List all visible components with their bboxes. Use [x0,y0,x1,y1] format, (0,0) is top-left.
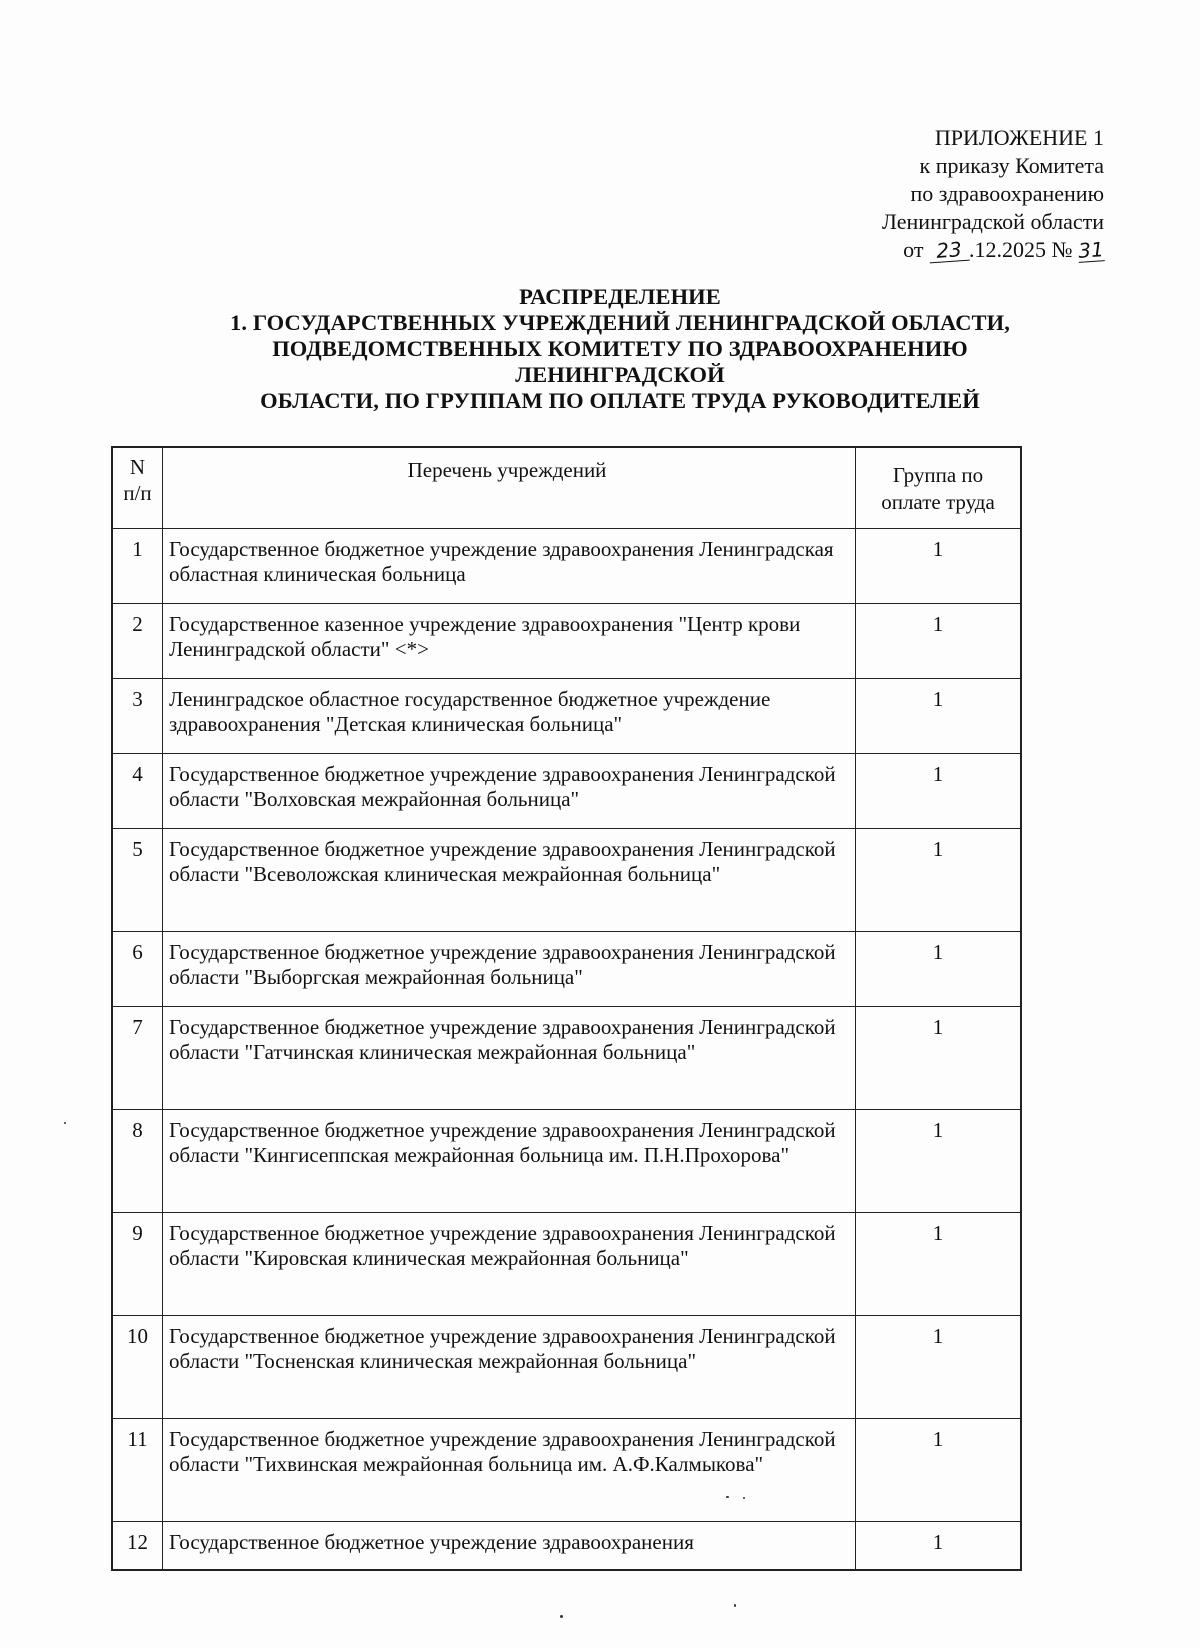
approval-line-1: к приказу Комитета [919,153,1104,178]
table-row [113,1521,1020,1569]
row-group: 1 [932,537,944,561]
approval-date-line [882,236,1104,264]
row-number: 6 [113,932,163,1006]
header-group-line-2: оплате труда [881,490,995,514]
row-number: 4 [113,754,163,828]
header-group [856,448,1020,528]
row-number: 8 [113,1110,163,1212]
scan-speck [726,1496,729,1498]
row-number: 10 [113,1316,163,1418]
approval-line-3: Ленинградской области [882,209,1104,234]
row-number: 12 [113,1522,163,1569]
document-heading [180,284,1060,414]
table-row [113,1315,1020,1418]
institutions-table [111,446,1022,1571]
row-institution: Государственное бюджетное учреждение здравоохранения [163,1522,856,1569]
scan-speck [743,1497,745,1499]
header-group-line-1: Группа по [892,463,984,487]
table-header-row [113,448,1020,528]
row-group: 1 [932,940,944,964]
row-group: 1 [932,1118,944,1142]
table-row [113,1109,1020,1212]
row-group: 1 [932,612,944,636]
row-number: 7 [113,1007,163,1109]
table-row [113,1418,1020,1521]
heading-line-5: ОБЛАСТИ, ПО ГРУППАМ ПО ОПЛАТЕ ТРУДА РУКОВОДИТЕЛЕЙ [260,388,980,413]
row-group: 1 [932,1530,944,1554]
row-number: 9 [113,1213,163,1315]
row-group: 1 [932,687,944,711]
approval-block [882,124,1104,264]
table-row [113,753,1020,828]
row-number: 1 [113,529,163,603]
row-group: 1 [932,837,944,861]
scan-speck [560,1615,563,1618]
row-group: 1 [932,1427,944,1451]
row-institution: Государственное бюджетное учреждение здравоохранения Ленинградской области "Кингисеппская межрайонная больница им. П.Н.Прохорова" [163,1110,856,1212]
row-group: 1 [932,1015,944,1039]
row-institution: Государственное бюджетное учреждение здравоохранения Ленинградской области "Тихвинская межрайонная больница им. А.Ф.Калмыкова" [163,1419,856,1521]
row-institution: Ленинградское областное государственное бюджетное учреждение здравоохранения "Детская клиническая больница" [163,679,856,753]
table-row [113,1006,1020,1109]
table-row [113,528,1020,603]
heading-line-1: РАСПРЕДЕЛЕНИЕ [519,284,721,309]
row-institution: Государственное бюджетное учреждение здравоохранения Ленинградская областная клиническая больница [163,529,856,603]
row-number: 3 [113,679,163,753]
header-number-line-2: п/п [123,481,152,505]
row-institution: Государственное бюджетное учреждение здравоохранения Ленинградской области "Выборгская межрайонная больница" [163,932,856,1006]
table-row [113,931,1020,1006]
scan-speck [734,1604,736,1607]
table-row [113,603,1020,678]
table-row [113,828,1020,931]
heading-line-3: ПОДВЕДОМСТВЕННЫХ КОМИТЕТУ ПО ЗДРАВООХРАНЕНИЮ [272,336,968,361]
header-number-line-1: N [129,455,146,479]
approval-title: ПРИЛОЖЕНИЕ 1 [934,125,1104,150]
row-group: 1 [932,762,944,786]
row-number: 11 [113,1419,163,1521]
row-institution: Государственное бюджетное учреждение здравоохранения Ленинградской области "Всеволожская клиническая межрайонная больница" [163,829,856,931]
row-institution: Государственное казенное учреждение здравоохранения "Центр крови Ленинградской области" <*> [163,604,856,678]
row-group: 1 [932,1221,944,1245]
row-group: 1 [932,1324,944,1348]
row-number: 5 [113,829,163,931]
table-row [113,678,1020,753]
scan-speck [64,1122,66,1124]
handwritten-day: 23 [928,238,970,264]
row-institution: Государственное бюджетное учреждение здравоохранения Ленинградской области "Тосненская клиническая межрайонная больница" [163,1316,856,1418]
approval-line-2: по здравоохранению [910,181,1104,206]
row-institution: Государственное бюджетное учреждение здравоохранения Ленинградской области "Кировская клиническая межрайонная больница" [163,1213,856,1315]
row-institution: Государственное бюджетное учреждение здравоохранения Ленинградской области "Волховская межрайонная больница" [163,754,856,828]
heading-line-2: 1. ГОСУДАРСТВЕННЫХ УЧРЕЖДЕНИЙ ЛЕНИНГРАДСКОЙ ОБЛАСТИ, [230,310,1010,335]
header-number [113,448,163,528]
date-prefix: от [903,237,929,262]
date-rest: .12.2025 № [969,237,1078,262]
row-number: 2 [113,604,163,678]
table-row [113,1212,1020,1315]
row-institution: Государственное бюджетное учреждение здравоохранения Ленинградской области "Гатчинская клиническая межрайонная больница" [163,1007,856,1109]
heading-line-4: ЛЕНИНГРАДСКОЙ [515,362,725,387]
header-name: Перечень учреждений [163,448,856,528]
handwritten-order-number: 31 [1077,237,1105,263]
